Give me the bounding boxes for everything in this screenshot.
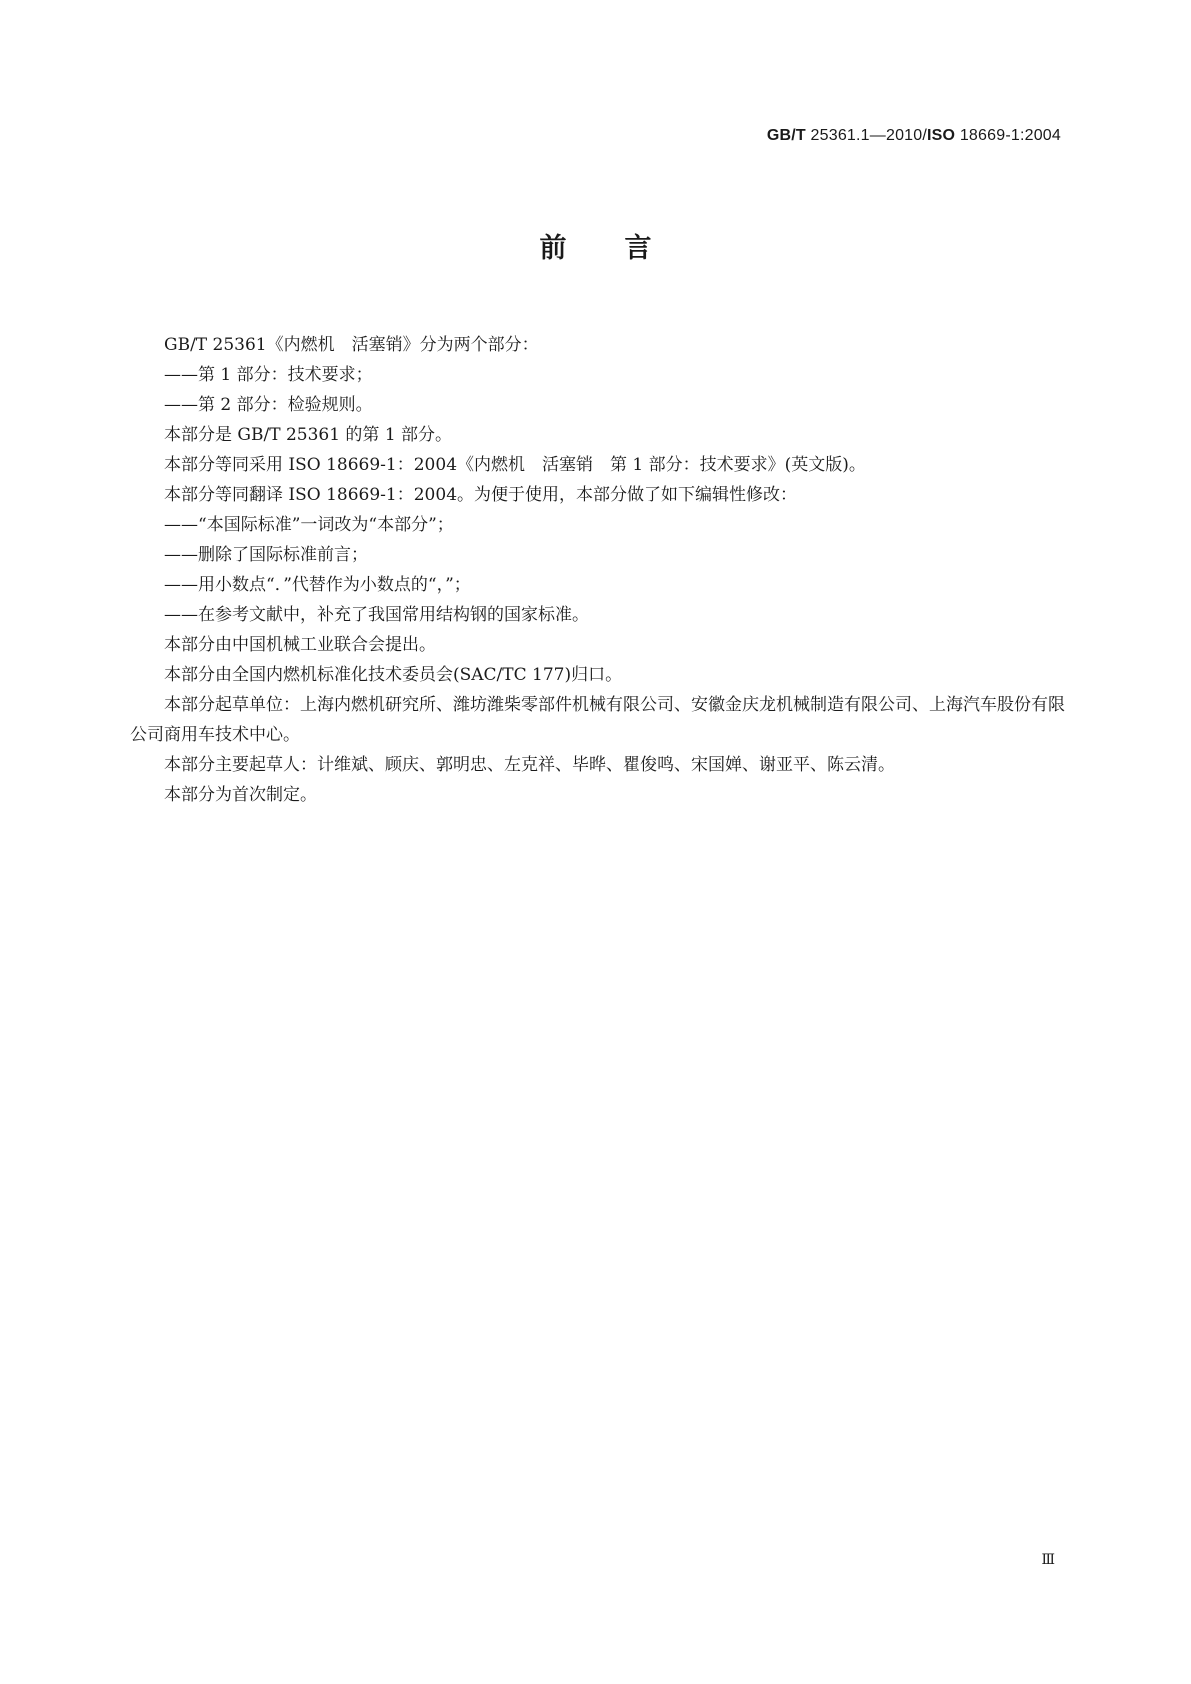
paragraph: GB/T 25361《内燃机 活塞销》分为两个部分：	[164, 335, 539, 355]
standard-code-iso: ISO	[927, 127, 956, 144]
paragraph: ——在参考文献中，补充了我国常用结构钢的国家标准。	[164, 605, 589, 625]
page-title: 前言	[539, 233, 710, 264]
paragraph: ——“本国际标准”一词改为“本部分”；	[164, 515, 454, 535]
standard-code-iso-number: 18669-1:2004	[955, 127, 1061, 144]
paragraph: 本部分由中国机械工业联合会提出。	[164, 635, 436, 655]
paragraph: ——第 2 部分：检验规则。	[164, 395, 373, 415]
foreword-body	[130, 330, 1068, 810]
paragraph: 本部分起草单位：上海内燃机研究所、潍坊潍柴零部件机械有限公司、安徽金庆龙机械制造有限公司、上海汽车股份有限公司商用车技术中心。	[130, 695, 1065, 745]
standard-code-header	[767, 127, 1061, 145]
paragraph: ——第 1 部分：技术要求；	[164, 365, 373, 385]
page-number: Ⅲ	[1041, 1552, 1055, 1568]
paragraph: ——用小数点“．”代替作为小数点的“，”；	[164, 575, 471, 595]
paragraph: 本部分主要起草人：计维斌、顾庆、郭明忠、左克祥、毕晔、瞿俊鸣、宋国婵、谢亚平、陈云清。	[164, 755, 895, 775]
paragraph: 本部分是 GB/T 25361 的第 1 部分。	[164, 425, 453, 445]
standard-code-number: 25361.1—2010/	[805, 127, 928, 144]
paragraph: 本部分由全国内燃机标准化技术委员会(SAC/TC 177)归口。	[164, 665, 623, 685]
paragraph: 本部分为首次制定。	[164, 785, 317, 805]
paragraph: ——删除了国际标准前言；	[164, 545, 368, 565]
paragraph: 本部分等同采用 ISO 18669-1：2004《内燃机 活塞销 第 1 部分：技术要求》(英文版)。	[164, 455, 866, 475]
paragraph: 本部分等同翻译 ISO 18669-1：2004。为便于使用，本部分做了如下编辑性修改：	[164, 485, 798, 505]
standard-code-prefix: GB/T	[766, 127, 806, 144]
